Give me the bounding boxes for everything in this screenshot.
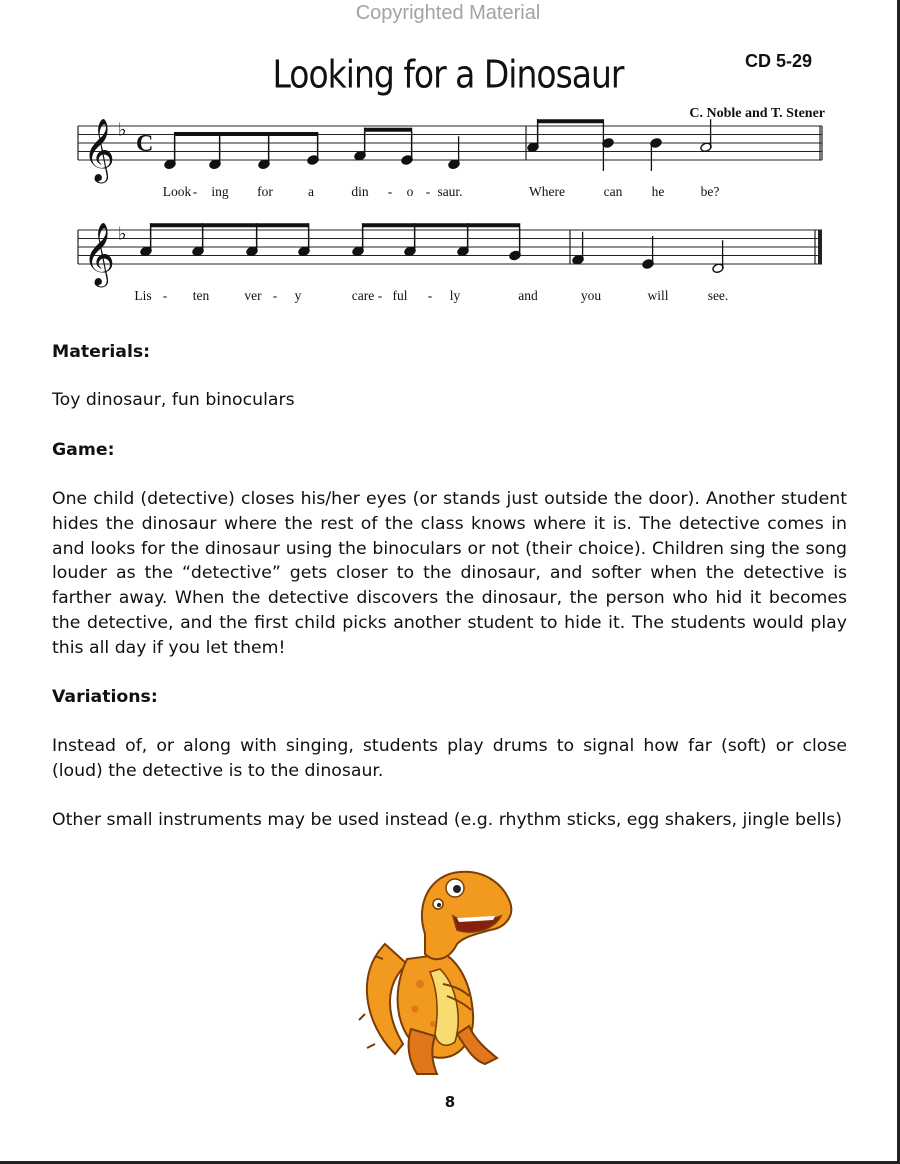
time-signature: C [136,131,154,157]
lyric-syllable: - [162,288,168,303]
lyric-syllable: Look [162,184,192,199]
game-description: One child (detective) closes his/her eyes (or stands just outside the door). Another student hides the dinosaur where the rest of the class knows where it is. The detective comes in and looks for the dinosaur using the binoculars or not (their choice). Children sing the song louder as the “detective” gets closer to the dinosaur, and softer when the detective is farther away. When the detective discovers the dinosaur, the person who hid it becomes the detective, and the first child picks another student to hide it. The students would play this all day if you let them! [52,489,847,658]
lyric-syllable: saur. [437,184,463,199]
lyric-syllable: - [192,184,198,199]
music-staff-line-2 [70,216,830,312]
lyric-syllable: you [580,288,602,303]
lyric-syllable: can [603,184,623,199]
lyric-syllable: will [647,288,669,303]
note-beam [175,132,318,136]
cd-track-label: CD 5-29 [745,51,813,71]
music-staff-line-1 [70,112,830,208]
lyric-syllable: Where [529,184,565,199]
lyric-syllable: y [294,288,302,303]
lyric-syllable: ver [244,288,262,303]
lyric-syllable: and [518,288,538,303]
variation-drums: Instead of, or along with singing, students play drums to signal how far (soft) or close (loud) the detective is to the dinosaur. [52,736,847,781]
lyric-syllable: ful [392,288,408,303]
lyric-syllable: for [257,184,273,199]
materials-heading: Materials: [52,342,151,362]
variation-instruments: Other small instruments may be used instead (e.g. rhythm sticks, egg shakers, jingle bells) [52,810,842,830]
lyric-syllable: ten [192,288,210,303]
variations-heading: Variations: [52,687,158,707]
lyric-syllable: be? [700,184,720,199]
dinosaur-picture [359,872,511,1074]
lyric-syllable: Lis [134,288,152,303]
flat-key-signature: ♭ [118,223,127,245]
lyric-syllable: care [351,288,375,303]
lyric-syllable: - [272,288,278,303]
note-beam [151,223,309,227]
treble-clef: 𝄞 [83,222,115,285]
treble-clef: 𝄞 [83,118,115,181]
lyric-syllable: - [425,184,431,199]
final-bar-thick [818,230,822,264]
lyric-syllable: - [387,184,393,199]
lyric-syllable: din [351,184,369,199]
game-heading: Game: [52,440,115,460]
flat-key-signature: ♭ [118,119,127,141]
lyric-syllable: he [651,184,665,199]
materials-text: Toy dinosaur, fun binoculars [52,390,295,410]
composer-credit: C. Noble and T. Stener [689,106,825,121]
lyric-syllable: - [427,288,433,303]
page-number: 8 [444,1093,456,1111]
dinosaur-illustration [345,864,545,1079]
lyric-syllable: a [308,184,314,199]
lyric-syllable: - [377,288,383,303]
copyright-watermark: Copyrighted Material [355,2,541,24]
lyric-syllable: ing [211,184,229,199]
note-beam [363,223,520,227]
lyric-syllable: see. [707,288,729,303]
lyric-syllable: ly [449,288,461,303]
song-title: Looking for a Dinosaur [272,52,624,97]
lyric-syllable: o [406,184,414,199]
note-beam [538,119,604,123]
note-beam [365,128,412,132]
